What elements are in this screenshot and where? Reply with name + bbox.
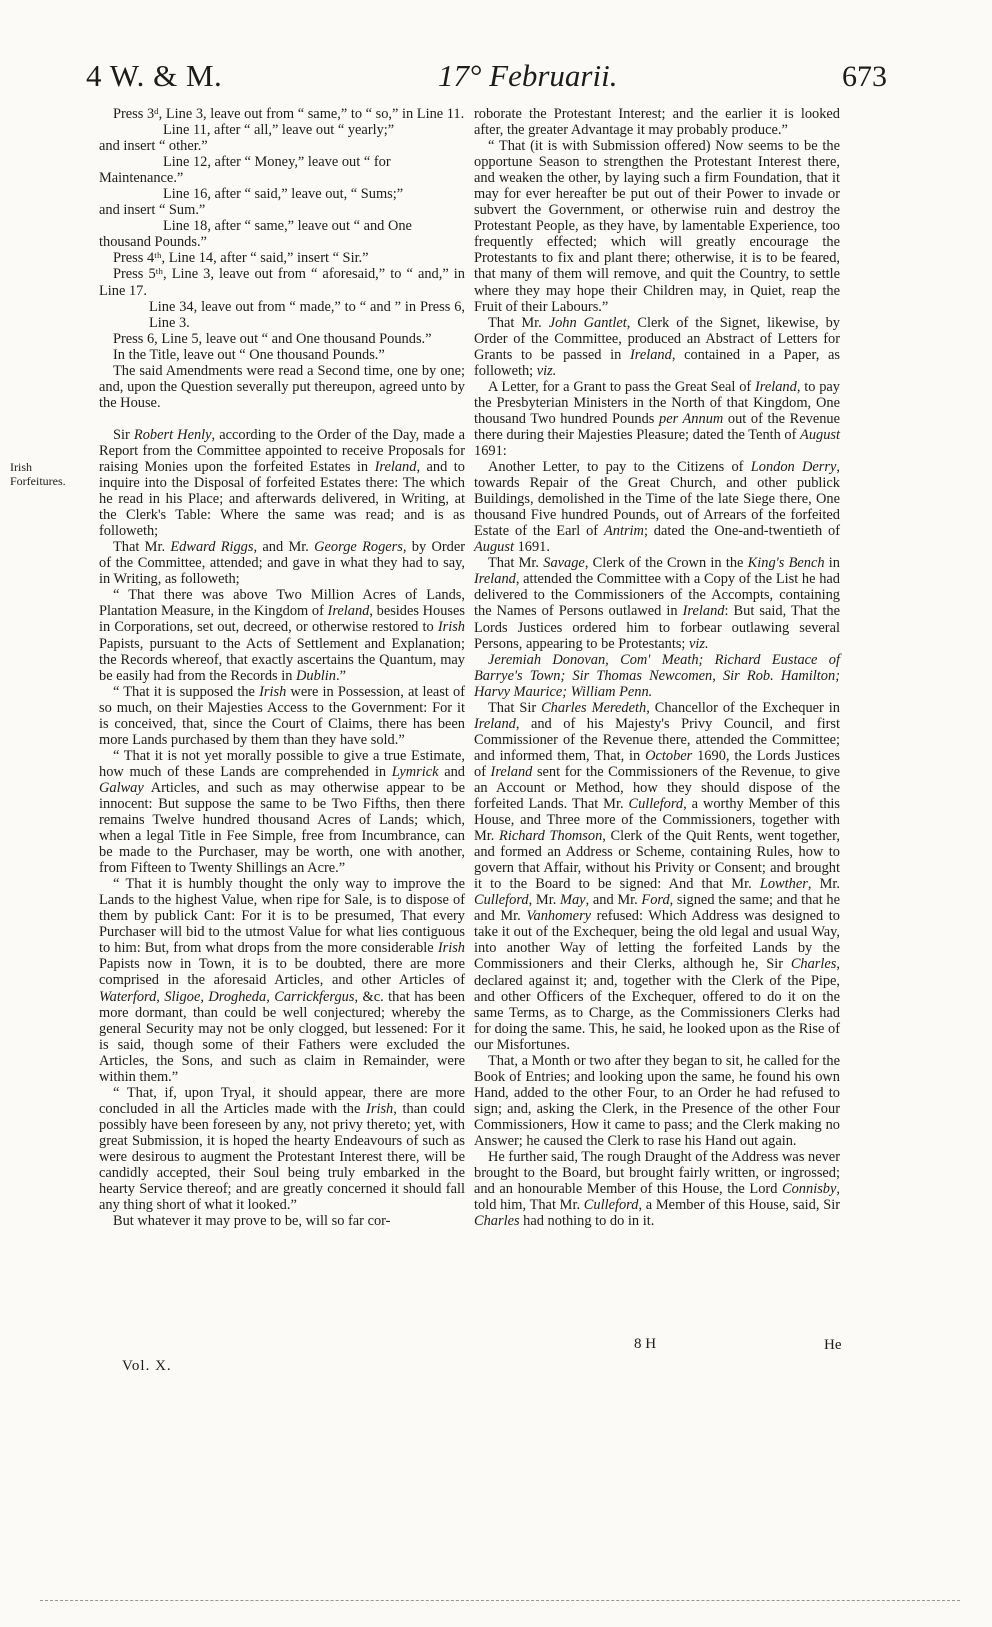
paragraph: Press 3ᵈ, Line 3, leave out from “ same,” to “ so,” in Line 11. xyxy=(113,106,465,122)
paragraph: thousand Pounds.” xyxy=(99,234,207,251)
catchword: He xyxy=(824,1337,842,1353)
page-number: 673 xyxy=(842,60,887,93)
paragraph: But whatever it may prove to be, will so far cor- xyxy=(113,1213,391,1230)
paragraph: Line 34, leave out from “ made,” to “ and ” in Press 6, Line 3. xyxy=(149,298,465,331)
paragraph: Press 4ᵗʰ, Line 14, after “ said,” insert “ Sir.” xyxy=(113,250,369,267)
paragraph: That Mr. Savage, Clerk of the Crown in the King's Bench in Ireland, attended the Committee with a Copy of the List he had delivered to the Commissioners of the Accompts, containing the Names of Persons outlawed in Ireland: But said, That the Lords Justices ordered him to forbear outlawing several Persons, appearing to be Protestants; viz. xyxy=(474,555,840,652)
paragraph: That Sir Charles Meredeth, Chancellor of the Exchequer in Ireland, and of his Majesty's Privy Council, and first Commissioner of the Revenue there, attended the Committee; and informed them, That, in October 1690, the Lords Justices of Ireland sent for the Commissioners of the Revenue, to give an Account or Method, how they should dispose of the forfeited Lands. That Mr. Culleford, a worthy Member of this House, and Three more of the Commissioners, together with Mr. Richard Thomson, Clerk of the Quit Rents, went together, and formed an Address or Scheme, containing Rules, how to govern that Affair, without his Privity or Consent; and brought it to the Board to be signed: And that Mr. Lowther, Mr. Culleford, Mr. May, and Mr. Ford, signed the same; and that he and Mr. Vanhomery refused: Which Address was designed to take it out of the Exchequer, being the old legal and usual Way, into another Way of letting the forfeited Lands by the Commissioners and their Clerks, although he, Sir Charles, declared against it; and, together with the Clerk of the Pipe, and other Officers of the Exchequer, offered to do it on the same Terms, as to Charge, as the Commissioners Clerks had for doing the same. This, he said, he looked upon as the Rise of our Misfortunes. xyxy=(474,699,841,1053)
right-column xyxy=(474,106,840,1229)
paragraph: “ That there was above Two Million Acres of Lands, Plantation Measure, in the Kingdom of Ireland, besides Houses in Corporations, set out, decreed, or otherwise restored to Irish Papists, pursuant to the Acts of Settlement and Explanation; the Records whereof, that exactly ascertains the Quantum, may be easily had from the Records in Dublin.” xyxy=(99,587,466,684)
paragraph: “ That it is not yet morally possible to give a true Estimate, how much of these Lands are comprehended in Lymrick and Galway Articles, and such as may otherwise appear to be innocent: But suppose the same to be Two Fifths, then there remains Twelve hundred thousand Acres of Lands; which, when a legal Title in Fee Simple, free from Incumbrance, can be made to the Purchaser, may be worth, one with another, from Fifteen to Twenty Shillings an Acre.” xyxy=(99,747,465,877)
names-list: Jeremiah Donovan, Com' Meath; Richard Eustace of Barrye's Town; Sir Thomas Newcomen, Sir Rob. Hamilton; Harvy Maurice; William Penn. xyxy=(474,651,840,700)
paragraph: Line 18, after “ same,” leave out “ and One xyxy=(163,218,412,235)
paragraph: “ That it is humbly thought the only way to improve the Lands to the highest Value, when ripe for Sale, is to dispose of them by publick Cant: For it is to be presumed, That every Purchaser will bid to the utmost Value for what lies contiguous to him: But, from what drops from the more considerable Irish Papists now in Town, it is to be doubted, there are more comprised in the aforesaid Articles, and other Articles of Waterford, Sligoe, Drogheda, Carrickfergus, &c. that has been more dormant, than could be well conjectured; whereby the general Security may not be only clogged, but lessened: For it is said, though some of their Fathers were excluded the Articles, the Sons, and such as claim in Remainder, were within them.” xyxy=(99,876,465,1085)
paragraph: Another Letter, to pay to the Citizens of London Derry, towards Repair of the Great Church, and other publick Buildings, demolished in the Time of the late Siege there, One thousand Five hundred Pounds, out of Arrears of the forfeited Estate of the Earl of Antrim; dated the One-and-twentieth of August 1691. xyxy=(474,459,840,556)
paragraph: Press 5ᵗʰ, Line 3, leave out from “ aforesaid,” to “ and,” in Line 17. xyxy=(99,266,465,299)
bottom-rule xyxy=(40,1600,960,1601)
margin-note-line: Forfeitures. xyxy=(10,474,66,488)
paragraph: He further said, The rough Draught of the Address was never brought to the Board, but brought fairly written, or ingrossed; and an honourable Member of this House, the Lord Connisby, told him, That Mr. Culleford, a Member of this House, said, Sir Charles had nothing to do in it. xyxy=(474,1149,841,1230)
paragraph: “ That it is supposed the Irish were in Possession, at least of so much, on their Majesties Access to the Government: For it is conceived, that, since the Court of Claims, there has been more Lands purchased by them than they have sold.” xyxy=(99,683,465,748)
paragraph: That Mr. John Gantlet, Clerk of the Signet, likewise, by Order of the Committee, produced an Abstract of Letters for Grants to be passed in Ireland, contained in a Paper, as followeth; viz. xyxy=(474,314,840,379)
paragraph: Line 11, after “ all,” leave out “ yearly;” xyxy=(163,122,395,139)
signature-mark: 8 H xyxy=(634,1336,657,1352)
paragraph: That Mr. Edward Riggs, and Mr. George Rogers, by Order of the Committee, attended; and gave in what they had to say, in Writing, as followeth; xyxy=(99,539,466,588)
paragraph: In the Title, leave out “ One thousand Pounds.” xyxy=(113,346,385,363)
paragraph: Maintenance.” xyxy=(99,170,184,187)
paragraph: and insert “ other.” xyxy=(99,138,208,155)
paragraph: Press 6, Line 5, leave out “ and One thousand Pounds.” xyxy=(113,330,432,347)
paragraph: That, a Month or two after they began to sit, he called for the Book of Entries; and looking upon the same, he found his own Hand, added to the other Four, to an Order he had refused to sign; and, asking the Clerk, in the Presence of the other Four Commissioners, How it came to pass; and the Clerk making no Answer; he caused the Clerk to rase his Hand out again. xyxy=(474,1052,840,1149)
report-paragraph: Sir Robert Henly, according to the Order of the Day, made a Report from the Committee appointed to receive Proposals for raising Monies upon the forfeited Estates in Ireland, and to inquire into the Disposal of forfeited Estates there: The which he read in his Place; and afterwards delivered, in Writing, at the Clerk's Table: Where the same was read; and is as followeth; xyxy=(99,426,465,540)
volume-mark: Vol. X. xyxy=(122,1358,172,1374)
paragraph: “ That (it is with Submission offered) Now seems to be the opportune Season to strengthen the Protestant Interest there, and weaken the other, by laying such a firm Foundation, that it may for ever hereafter be put out of their Power to invade or subvert the Government, or otherwise ruin and destroy the Protestant People, as they have, by lamentable Experience, too frequently effected; which will greatly encourage the Protestants to fix and plant there; otherwise, it is to be feared, that many of them will remove, and quit the Country, to settle where they may hope their Children may, in Quiet, reap the Fruit of their Labours.” xyxy=(474,138,840,315)
paragraph: Line 16, after “ said,” leave out, “ Sums;” xyxy=(163,186,404,203)
paragraph: Line 12, after “ Money,” leave out “ for xyxy=(163,154,391,171)
running-head-date: 17° Februarii. xyxy=(438,58,618,93)
paragraph: The said Amendments were read a Second time, one by one; and, upon the Question severally put thereupon, agreed unto by the House. xyxy=(99,362,465,411)
running-head-regnal-year: 4 W. & M. xyxy=(86,58,223,93)
paragraph: “ That, if, upon Tryal, it should appear, there are more concluded in all the Articles made with the Irish, than could possibly have been foreseen by any, not privy thereto; yet, with great Submission, it is hoped the hearty Endeavours of such as were desirous to augment the Protestant Interest there, will be candidly accepted, their Soul being truly embarked in the hearty Service thereof; and are greatly concerned it should fall any thing short of what it looked.” xyxy=(99,1084,465,1214)
margin-note xyxy=(10,460,66,488)
paragraph: and insert “ Sum.” xyxy=(99,202,206,219)
left-column xyxy=(99,106,465,1229)
paragraph: roborate the Protestant Interest; and the earlier it is looked after, the greater Advantage it may probably produce.” xyxy=(474,106,840,139)
paragraph: A Letter, for a Grant to pass the Great Seal of Ireland, to pay the Presbyterian Ministers in the North of that Kingdom, One thousand Two hundred Pounds per Annum out of the Revenue there during their Majesties Pleasure; dated the Tenth of August 1691: xyxy=(474,378,841,459)
margin-note-line: Irish xyxy=(10,460,32,474)
